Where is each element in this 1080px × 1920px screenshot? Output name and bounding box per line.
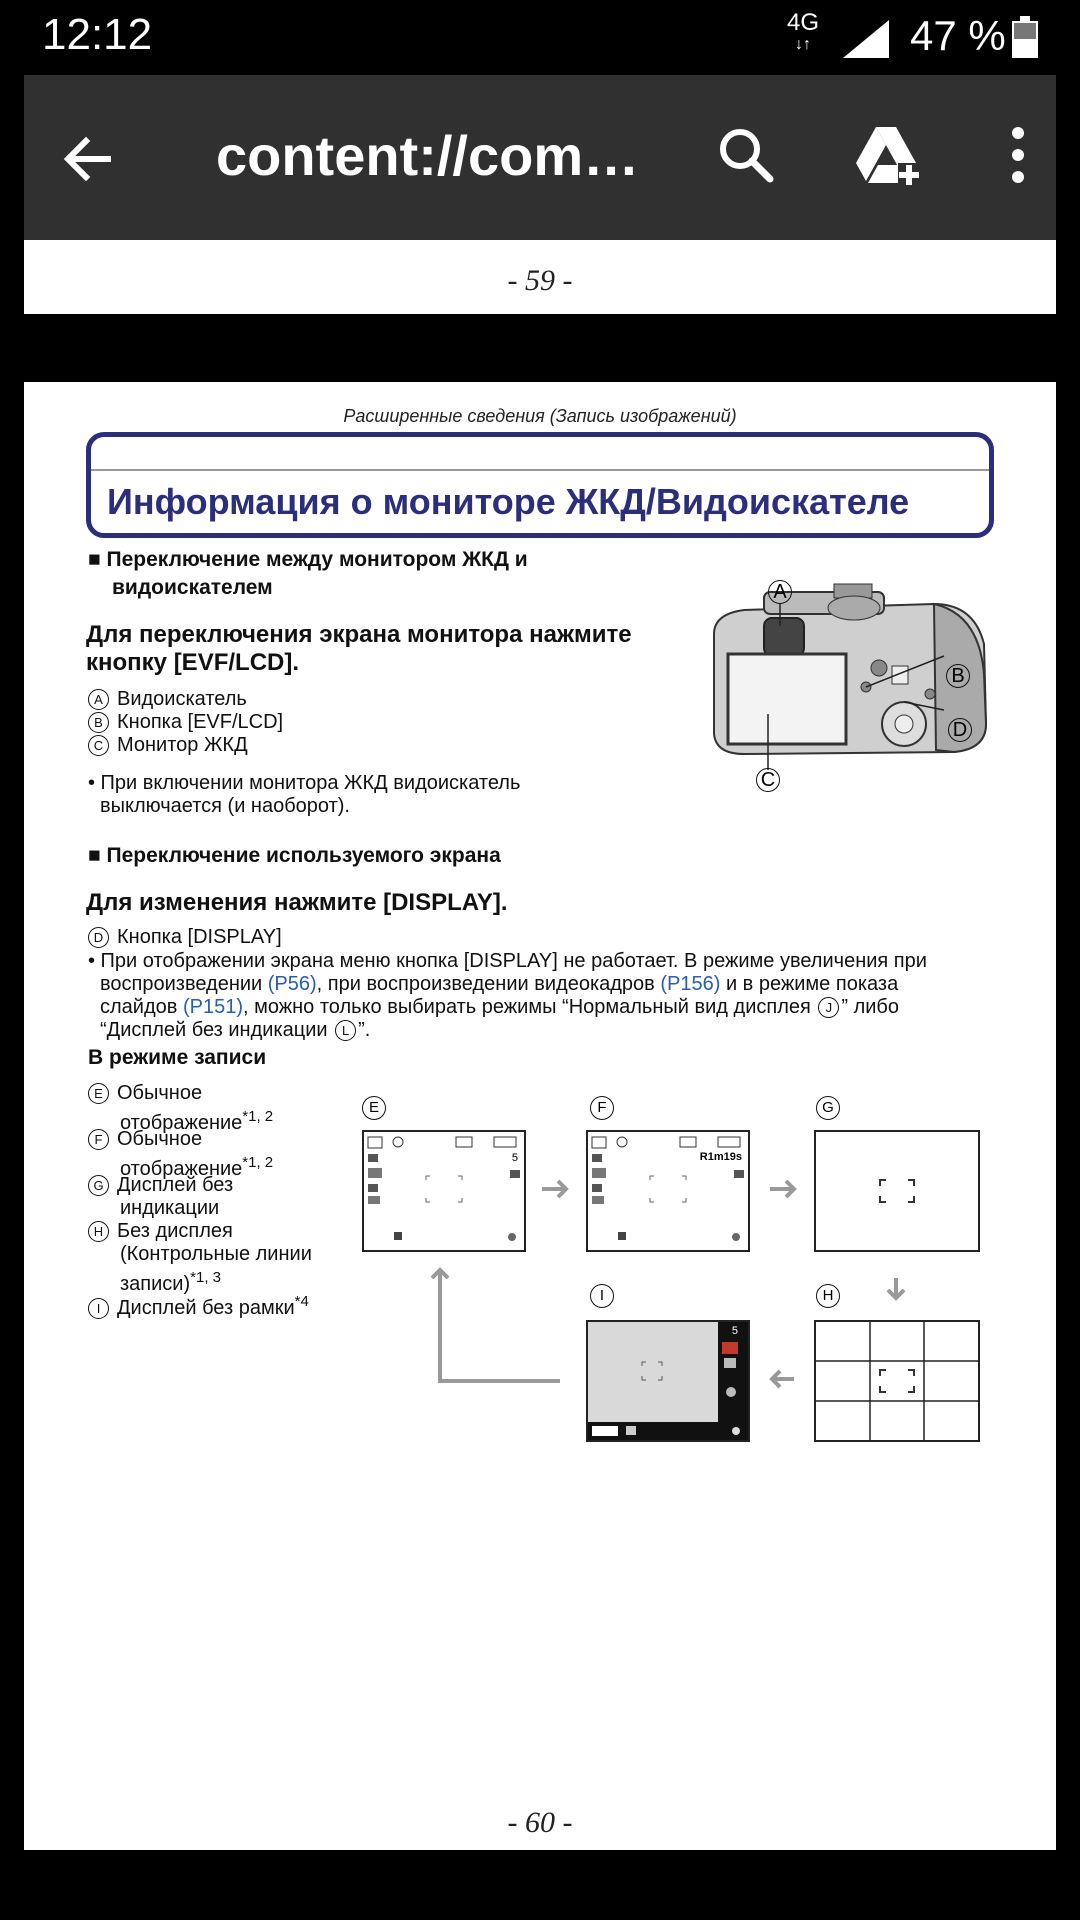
instruction: Для переключения экрана монитора нажмите bbox=[86, 621, 632, 648]
section-heading-cont: видоискателем bbox=[112, 576, 273, 599]
note: • При отображении экрана меню кнопка [DISPLAY] не работает. В режиме увеличения при bbox=[88, 950, 927, 972]
instruction-cont: кнопку [EVF/LCD]. bbox=[86, 649, 300, 676]
callout-label: D bbox=[948, 718, 972, 742]
search-icon[interactable] bbox=[714, 123, 778, 187]
flow-arrows bbox=[24, 382, 1056, 1582]
shots-remaining: 5 bbox=[511, 1152, 518, 1164]
signal-icon bbox=[843, 20, 889, 58]
app-toolbar bbox=[24, 75, 1056, 240]
page-link[interactable]: (P151) bbox=[182, 996, 243, 1018]
mode-item: G Дисплей без индикации bbox=[88, 1174, 233, 1220]
callout-label: A bbox=[768, 580, 792, 604]
previous-page bbox=[24, 240, 1056, 314]
screen-label: E bbox=[362, 1096, 386, 1120]
section-heading: ■ Переключение между монитором ЖКД и bbox=[88, 548, 528, 571]
network-indicator: 4G ↓↑ bbox=[780, 12, 826, 56]
callout-label: B bbox=[946, 664, 970, 688]
section-heading: ■ Переключение используемого экрана bbox=[88, 844, 501, 867]
page-header: Расширенные сведения (Запись изображений) bbox=[343, 406, 737, 426]
note-cont: “Дисплей без индикации L ”. bbox=[100, 1019, 371, 1041]
document-title: content://com… bbox=[216, 124, 640, 187]
mode-item: H Без дисплея (Контрольные линии записи)$^{*1, 3}$ bbox=[88, 1220, 312, 1296]
drive-add-icon[interactable] bbox=[854, 123, 924, 187]
screen-label: G bbox=[816, 1096, 840, 1120]
recording-time: R1m19s bbox=[699, 1151, 742, 1163]
battery-icon bbox=[1012, 16, 1038, 58]
status-bar bbox=[0, 0, 1080, 75]
screen-label: H bbox=[816, 1284, 840, 1308]
page-number: - 59 - bbox=[507, 264, 573, 297]
note-cont: выключается (и наоборот). bbox=[100, 795, 350, 817]
data-arrows-icon: ↓↑ bbox=[795, 36, 811, 53]
list-item: C Монитор ЖКД bbox=[88, 734, 248, 757]
status-time: 12:12 bbox=[42, 10, 153, 59]
note-cont: воспроизведении (P56), при воспроизведении видеокадров (P156) и в режиме показа bbox=[100, 973, 899, 995]
shots-remaining: 5 bbox=[731, 1325, 738, 1337]
back-arrow-icon[interactable] bbox=[56, 127, 120, 191]
page-link[interactable]: (P156) bbox=[660, 973, 721, 995]
instruction: Для изменения нажмите [DISPLAY]. bbox=[86, 889, 508, 916]
mode-item: F Обычное отображение$^{*1, 2}$ bbox=[88, 1128, 273, 1181]
list-item: D Кнопка [DISPLAY] bbox=[88, 926, 282, 949]
list-item: A Видоискатель bbox=[88, 688, 247, 711]
list-item: B Кнопка [EVF/LCD] bbox=[88, 711, 283, 734]
mode-item: E Обычное отображение$^{*1, 2}$ bbox=[88, 1082, 273, 1135]
screen-label: I bbox=[590, 1284, 614, 1308]
document-page bbox=[24, 382, 1056, 1850]
page-link[interactable]: (P56) bbox=[267, 973, 317, 995]
subsection-heading: В режиме записи bbox=[88, 1046, 267, 1069]
page-number: - 60 - bbox=[507, 1806, 573, 1839]
callout-label: C bbox=[756, 768, 780, 792]
screen-label: F bbox=[590, 1096, 614, 1120]
note: • При включении монитора ЖКД видоискатель bbox=[88, 772, 521, 794]
page-title: Информация о мониторе ЖКД/Видоискателе bbox=[107, 481, 910, 522]
mode-item: I Дисплей без рамки$^{*4}$ bbox=[88, 1290, 309, 1320]
more-vert-icon[interactable] bbox=[1008, 123, 1028, 187]
battery-percent: 47 % bbox=[910, 12, 1006, 59]
note-cont: слайдов (P151), можно только выбирать режимы “Нормальный вид дисплея J ” либо bbox=[100, 996, 900, 1018]
